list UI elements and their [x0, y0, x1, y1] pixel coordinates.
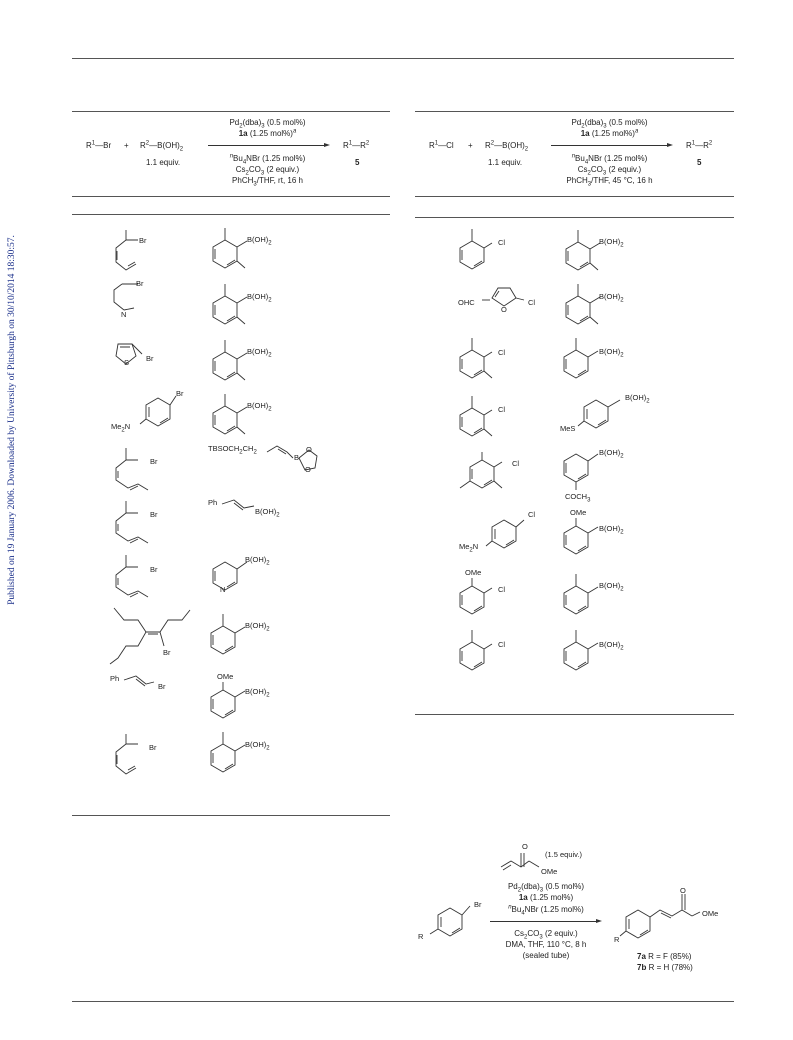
right-row4-boronic-acid-label: $B(OH)_2$	[625, 393, 650, 405]
left-row10-vinyl-bromide-structure	[108, 730, 148, 778]
bottom-rule	[72, 1001, 734, 1002]
left-reactant-boronic-acid: $R^2—B(OH)_2$	[140, 140, 184, 153]
right-table-bottom-rule	[415, 714, 734, 715]
left-row6-vinyl-bromide-structure	[108, 497, 158, 549]
right-row2-formyl-label: OHC	[458, 298, 475, 307]
right-row5-boronic-acid-label: $B(OH)_2$	[599, 448, 624, 460]
right-row5-aryl-chloride-structure	[454, 448, 514, 498]
right-row6-methoxy-label: OMe	[570, 508, 587, 517]
right-condition-base: $Cs_2CO_3$ (2 equiv.)	[577, 165, 642, 177]
left-row6-phenyl-label: Ph	[208, 498, 218, 507]
left-row3-boronic-acid-label: $B(OH)_2$	[247, 347, 272, 359]
left-row6-boronic-acid-label: $B(OH)_2$	[255, 507, 280, 519]
left-condition-catalyst: $Pd_2(dba)_3$ (0.5 mol%)	[229, 118, 306, 130]
heck-condition-vessel: (sealed tube)	[522, 951, 570, 960]
left-row3-bromine-label: Br	[146, 354, 154, 363]
heck-reaction-arrow	[490, 921, 598, 922]
left-row10-boronic-acid-label: $B(OH)_2$	[245, 740, 270, 752]
right-row1-chlorine-label: Cl	[498, 238, 506, 247]
right-row1-boronic-acid-label: $B(OH)_2$	[599, 237, 624, 249]
heck-reaction-arrowhead	[596, 919, 602, 923]
heck-product-7a: 7a R = F (85%)	[637, 952, 692, 961]
left-row4-bromine-label: Br	[176, 389, 184, 398]
left-table-bottom-rule	[72, 815, 390, 816]
heck-condition-solvent: DMA, THF, 110 °C, 8 h	[505, 940, 587, 949]
left-table-scheme-rule	[72, 196, 390, 197]
left-product: $R^1—R^2$	[343, 140, 370, 150]
right-row6-boronic-acid-structure	[558, 514, 604, 560]
top-rule	[72, 58, 734, 59]
left-reaction-arrowhead	[324, 143, 330, 147]
left-condition-additive: $^nBu_4NBr$ (1.25 mol%)	[229, 153, 306, 166]
heck-bromine-label: Br	[474, 900, 482, 909]
right-row7-boronic-acid-label: $B(OH)_2$	[599, 581, 624, 593]
left-row7-nitrogen-label: N	[220, 585, 226, 594]
right-reactant-aryl-chloride: $R^1—Cl$	[429, 140, 454, 150]
right-row7-aryl-chloride-structure	[454, 574, 500, 622]
right-condition-catalyst: $Pd_2(dba)_3$ (0.5 mol%)	[571, 118, 648, 130]
left-row8-boronic-acid-label: $B(OH)_2$	[245, 621, 270, 633]
left-row4-aniline-structure	[132, 388, 182, 430]
right-row2-boronic-acid-structure	[558, 280, 602, 332]
right-row1-boronic-acid-structure	[558, 226, 602, 278]
heck-condition-base: $Cs_2CO_3$ (2 equiv.)	[514, 929, 578, 941]
left-row7-bromine-label: Br	[150, 565, 158, 574]
heck-condition-additive: $^nBu_4NBr$ (1.25 mol%)	[508, 904, 584, 917]
left-row4-dimethylamino-label: $Me_2N$	[111, 422, 131, 434]
right-reactant-boronic-acid: $R^2—B(OH)_2$	[485, 140, 529, 153]
left-reactant-aryl-bromide: $R^1—Br$	[86, 140, 112, 150]
right-row6-dimethylamino-label: $Me_2N$	[459, 542, 479, 554]
right-plus-sign: +	[468, 141, 473, 150]
left-condition-solvent: PhCH$_3$/THF, rt, 16 h	[232, 176, 303, 188]
left-condition-base: $Cs_2CO_3$ (2 equiv.)	[235, 165, 300, 177]
right-row8-aryl-chloride-structure	[454, 626, 500, 678]
heck-acrylate-equiv-label: (1.5 equiv.)	[545, 850, 582, 859]
right-row3-boronic-acid-label: $B(OH)_2$	[599, 347, 624, 359]
right-row1-aryl-chloride-structure	[454, 225, 496, 275]
left-row9-phenyl-label: Ph	[110, 674, 120, 683]
left-table-header-rule	[72, 214, 390, 215]
left-row10-boronic-acid-structure	[205, 728, 251, 778]
sidebar-download-notice	[2, 210, 22, 630]
heck-product-7b: 7b R = H (78%)	[637, 963, 693, 972]
heck-product-r-label: R	[614, 935, 620, 944]
heck-r-substituent-label: R	[418, 932, 424, 941]
right-row8-chlorine-label: Cl	[498, 640, 506, 649]
right-condition-ligand: 1a (1.25 mol%)$^a$	[580, 128, 639, 138]
right-row2-oxygen-label: O	[501, 305, 507, 314]
left-row1-bromine-label: Br	[139, 236, 147, 245]
left-row9-methoxy-label: OMe	[217, 672, 234, 681]
left-row5-oxygen-top-label: O	[306, 445, 312, 454]
right-equiv-label: 1.1 equiv.	[488, 158, 523, 167]
right-product-number: 5	[697, 158, 702, 167]
right-reaction-arrowhead	[667, 143, 673, 147]
heck-product-carbonyl-label: O	[680, 886, 686, 895]
right-row5-boronic-acid-structure	[558, 444, 604, 494]
left-row6-styryl-structure	[220, 496, 260, 516]
right-row7-methoxy-label: OMe	[465, 568, 482, 577]
right-table-scheme-rule	[415, 196, 734, 197]
right-row4-methylthio-label: MeS	[560, 424, 576, 433]
right-row8-boronic-acid-structure	[558, 626, 604, 678]
left-row9-styryl-bromide-structure	[122, 672, 162, 692]
right-row2-boronic-acid-label: $B(OH)_2$	[599, 292, 624, 304]
left-row8-boronic-acid-structure	[205, 610, 251, 660]
left-condition-ligand: 1a (1.25 mol%)$^a$	[238, 128, 297, 138]
right-row4-arylboronic-structure	[574, 390, 626, 432]
left-row3-thiophene-structure	[112, 336, 152, 368]
right-row3-aryl-chloride-structure	[454, 334, 502, 388]
left-row3-boronic-acid-structure	[205, 336, 249, 388]
heck-aryl-bromide-structure	[424, 896, 480, 946]
right-table-header-rule	[415, 217, 734, 218]
left-table-top-rule	[72, 111, 390, 112]
right-row5-chlorine-label: Cl	[512, 459, 520, 468]
left-row2-nitrogen-label: N	[121, 310, 127, 319]
left-row7-vinyl-bromide-structure	[108, 551, 158, 603]
heck-acrylate-methoxy-label: OMe	[541, 867, 558, 876]
right-row4-aryl-chloride-structure	[454, 392, 502, 446]
right-condition-solvent: PhCH$_3$/THF, 45 °C, 16 h	[566, 176, 653, 188]
heck-product-methoxy-label: OMe	[702, 909, 719, 918]
right-row3-boronic-acid-structure	[558, 334, 604, 384]
right-row4-chlorine-label: Cl	[498, 405, 506, 414]
right-row6-aniline-structure	[480, 510, 532, 552]
left-row9-boronic-acid-structure	[205, 678, 251, 724]
right-row5-acetyl-label: $COCH_3$	[565, 492, 591, 504]
left-row5-oxygen-bottom-label: O	[305, 465, 311, 474]
left-row5-tbs-chain-label: $TBSOCH_2CH_2$	[208, 444, 257, 456]
right-row7-chlorine-label: Cl	[498, 585, 506, 594]
left-row8-alkenyl-bromide-structure	[108, 606, 196, 666]
left-row1-boronic-acid-label: $B(OH)_2$	[247, 235, 272, 247]
right-reaction-arrow	[551, 145, 669, 146]
left-product-number: 5	[355, 158, 360, 167]
left-row5-vinyl-bromide-structure	[108, 444, 158, 496]
heck-carbonyl-oxygen-label: O	[522, 842, 528, 851]
left-reaction-arrow	[208, 145, 326, 146]
left-row7-boronic-acid-label: $B(OH)_2$	[245, 555, 270, 567]
left-row2-boronic-acid-label: $B(OH)_2$	[247, 292, 272, 304]
left-row2-heteroaryl-bromide-structure	[108, 280, 152, 322]
left-row5-boron-label: B	[294, 453, 300, 462]
right-row6-boronic-acid-label: $B(OH)_2$	[599, 524, 624, 536]
left-row5-bromine-label: Br	[150, 457, 158, 466]
heck-methyl-acrylate-structure	[497, 841, 543, 877]
right-row3-chlorine-label: Cl	[498, 348, 506, 357]
right-row6-chlorine-label: Cl	[528, 510, 536, 519]
left-equiv-label: 1.1 equiv.	[146, 158, 181, 167]
right-condition-additive: $^nBu_4NBr$ (1.25 mol%)	[571, 153, 648, 166]
left-row4-boronic-acid-label: $B(OH)_2$	[247, 401, 272, 413]
left-row9-boronic-acid-label: $B(OH)_2$	[245, 687, 270, 699]
right-row7-boronic-acid-structure	[558, 570, 604, 620]
right-row8-boronic-acid-label: $B(OH)_2$	[599, 640, 624, 652]
right-table-top-rule	[415, 111, 734, 112]
heck-condition-catalyst: $Pd_2(dba)_3$ (0.5 mol%)	[507, 882, 585, 894]
heck-condition-ligand: 1a (1.25 mol%)	[518, 893, 574, 902]
left-row2-boronic-acid-structure	[205, 280, 249, 332]
left-row1-vinyl-bromide-structure	[108, 226, 148, 274]
left-row9-bromine-label: Br	[158, 682, 166, 691]
right-row2-chlorine-label: Cl	[528, 298, 536, 307]
right-product: $R^1—R^2$	[686, 140, 713, 150]
left-row4-boronic-acid-structure	[205, 390, 249, 442]
left-row2-bromine-label: Br	[136, 279, 144, 288]
left-row6-bromine-label: Br	[150, 510, 158, 519]
left-row1-boronic-acid-structure	[205, 224, 249, 276]
download-notice-text: Published on 19 January 2006. Downloaded by University of Pittsburgh on 30/10/2014 18:30:57.	[7, 235, 17, 605]
left-row3-sulfur-label: S	[124, 358, 130, 367]
left-row8-bromine-label: Br	[163, 648, 171, 657]
left-row10-bromine-label: Br	[149, 743, 157, 752]
left-plus-sign: +	[124, 141, 129, 150]
